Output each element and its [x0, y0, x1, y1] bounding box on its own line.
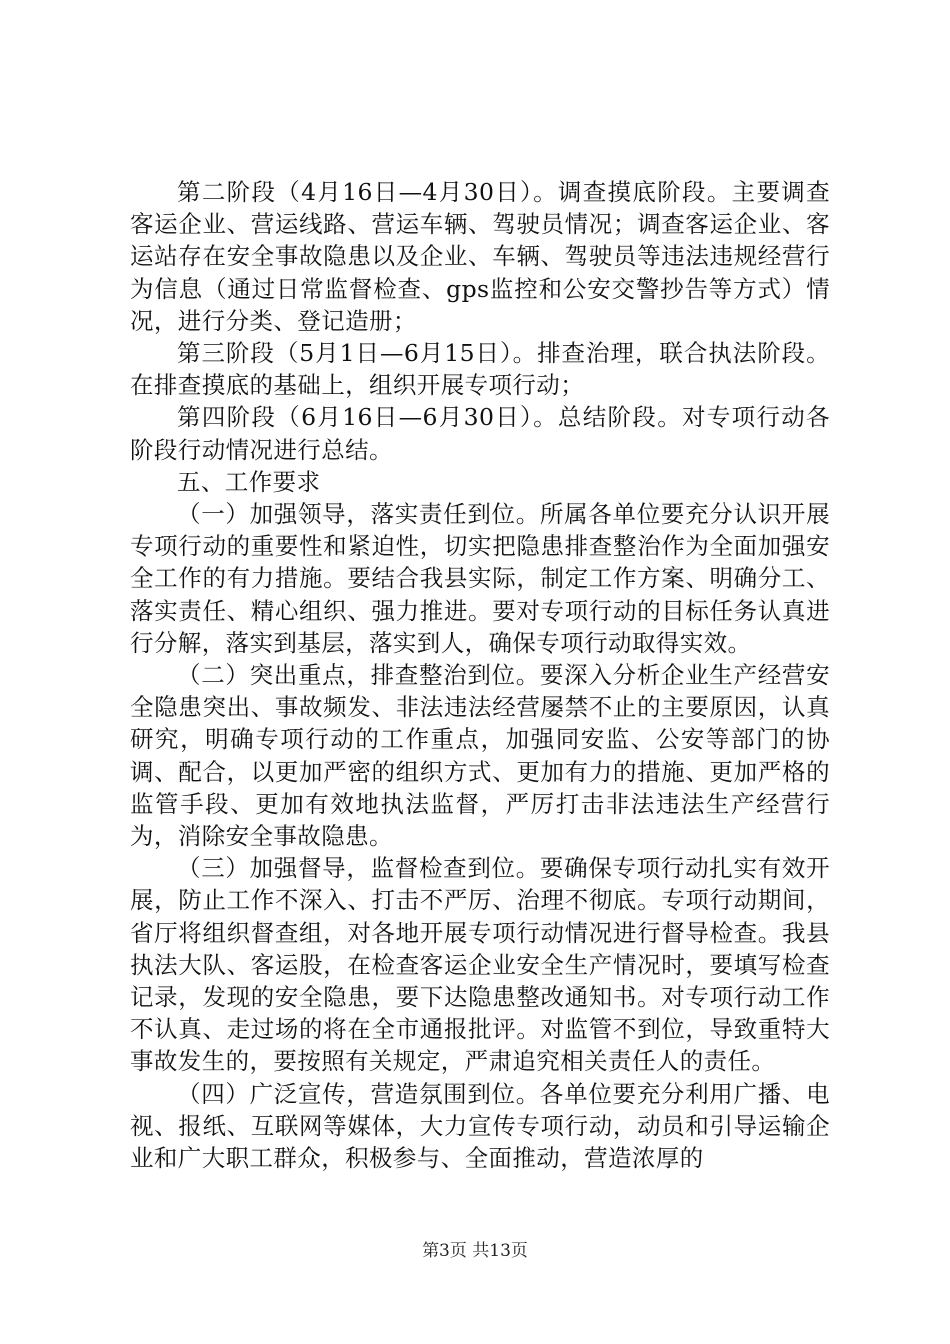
paragraph-stage-four: 第四阶段（6月16日—6月30日）。总结阶段。对专项行动各阶段行动情况进行总结。	[130, 403, 830, 464]
paragraph-requirement-two: （二）突出重点，排查整治到位。要深入分析企业生产经营安全隐患突出、事故频发、非法违法经营屡禁不止的主要原因，认真研究，明确专项行动的工作重点，加强同安监、公安等部门的协调、配合，以更加严密的组织方式、更加有力的措施、更加严格的监管手段、更加有效地执法监督，严厉打击非法违法生产经营行为，消除安全事故隐患。	[130, 661, 830, 851]
paragraph-requirement-three: （三）加强督导，监督检查到位。要确保专项行动扎实有效开展，防止工作不深入、打击不严厉、治理不彻底。专项行动期间，省厅将组织督查组，对各地开展专项行动情况进行督导检查。我县执法大队、客运股，在检查客运企业安全生产情况时，要填写检查记录，发现的安全隐患，要下达隐患整改通知书。对专项行动工作不认真、走过场的将在全市通报批评。对监管不到位，导致重特大事故发生的，要按照有关规定，严肃追究相关责任人的责任。	[130, 854, 830, 1076]
paragraph-requirement-one: （一）加强领导，落实责任到位。所属各单位要充分认识开展专项行动的重要性和紧迫性，切实把隐患排查整治作为全面加强安全工作的有力措施。要结合我县实际，制定工作方案、明确分工、落实责任、精心组织、强力推进。要对专项行动的目标任务认真进行分解，落实到基层，落实到人，确保专项行动取得实效。	[130, 500, 830, 657]
paragraph-stage-two: 第二阶段（4月16日—4月30日）。调查摸底阶段。主要调查客运企业、营运线路、营运车辆、驾驶员情况；调查客运企业、客运站存在安全事故隐患以及企业、车辆、驾驶员等违法违规经营行为信息（通过日常监督检查、gps监控和公安交警抄告等方式）情况，进行分类、登记造册；	[130, 178, 830, 335]
page-number-footer: 第3页 共13页	[422, 1241, 528, 1261]
document-body	[130, 176, 830, 1174]
paragraph-requirement-four: （四）广泛宣传，营造氛围到位。各单位要充分利用广播、电视、报纸、互联网等媒体，大力宣传专项行动，动员和引导运输企业和广大职工群众，积极参与、全面推动，营造浓厚的	[130, 1079, 830, 1173]
paragraph-stage-three: 第三阶段（5月1日—6月15日）。排查治理，联合执法阶段。在排查摸底的基础上，组织开展专项行动；	[130, 339, 830, 400]
section-heading-work-requirements: 五、工作要求	[177, 467, 321, 496]
